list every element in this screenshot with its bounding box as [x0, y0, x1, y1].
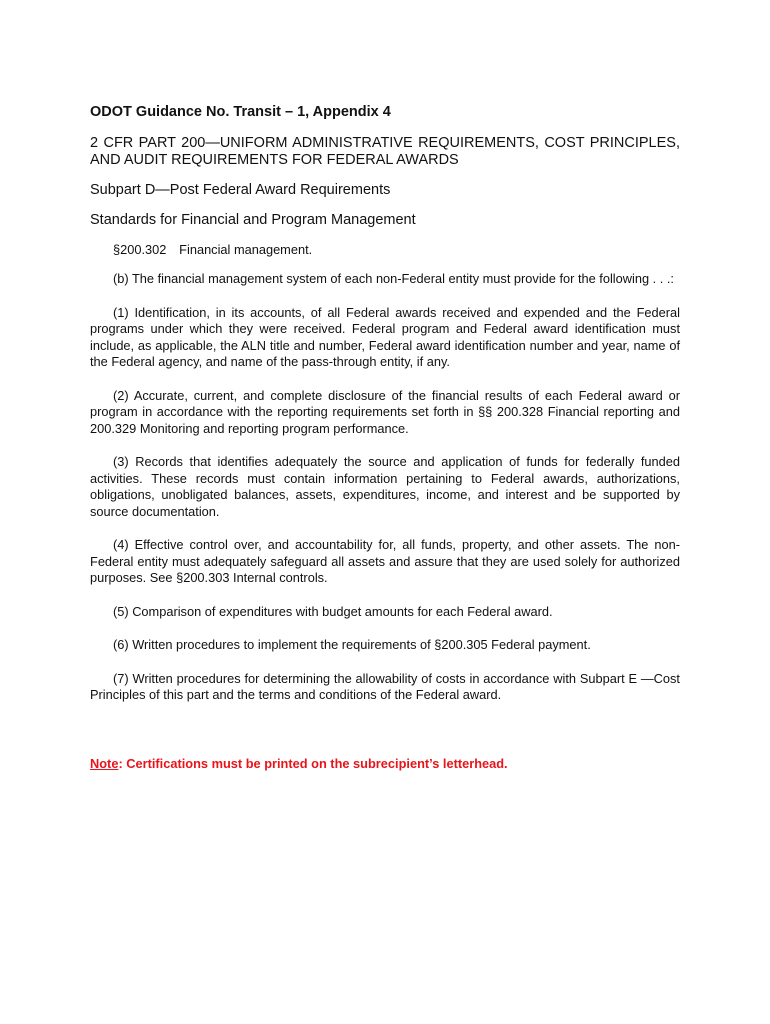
- note-label: Note: [90, 755, 119, 771]
- item-paragraph-5: (5) Comparison of expenditures with budget amounts for each Federal award.: [113, 603, 553, 619]
- subpart-heading: Subpart D—Post Federal Award Requirements: [90, 182, 391, 198]
- item-paragraph-6: (6) Written procedures to implement the requirements of §200.305 Federal payment.: [113, 637, 591, 652]
- item-paragraph-2: (2) Accurate, current, and complete disclosure of the financial results of each Federal award or program in accordance with the reporting requirements set forth in §§ 200.328 Financial reporting and 200.329 Monitoring and reporting program performance.: [90, 387, 680, 436]
- item-paragraph-3: (3) Records that identifies adequately the source and application of funds for federally funded activities. These records must contain information pertaining to Federal awards, authorizations, obligations, unobligated balances, assets, expenditures, income, and interest and be supported by source documentation.: [90, 454, 680, 519]
- item-paragraph-1: (1) Identification, in its accounts, of all Federal awards received and expended and the Federal programs under which they were received. Federal program and Federal award identification must include, as applicable, the ALN title and number, Federal award identification number and year, name of the Federal agency, and name of the pass-through entity, if any.: [90, 304, 680, 369]
- cfr-heading: 2 CFR PART 200—UNIFORM ADMINISTRATIVE REQUIREMENTS, COST PRINCIPLES, AND AUDIT REQUIREMENTS FOR FEDERAL AWARDS: [90, 135, 680, 168]
- section-heading: §200.302 Financial management.: [113, 242, 313, 257]
- note-text: : Certifications must be printed on the subrecipient’s letterhead.: [118, 755, 508, 771]
- document-title: ODOT Guidance No. Transit – 1, Appendix 4: [90, 104, 391, 120]
- document-page: [90, 103, 680, 772]
- standards-heading: Standards for Financial and Program Management: [90, 212, 416, 228]
- item-paragraph-7: (7) Written procedures for determining the allowability of costs in accordance with Subpart E —Cost Principles of this part and the terms and conditions of the Federal award.: [90, 670, 680, 702]
- item-paragraph-4: (4) Effective control over, and accountability for, all funds, property, and other assets. The non-Federal entity must adequately safeguard all assets and assure that they are used solely for authorized purposes. See §200.303 Internal controls.: [90, 537, 680, 585]
- intro-paragraph: (b) The financial management system of each non-Federal entity must provide for the following . . .:: [113, 271, 674, 286]
- letterhead-note: [90, 756, 680, 772]
